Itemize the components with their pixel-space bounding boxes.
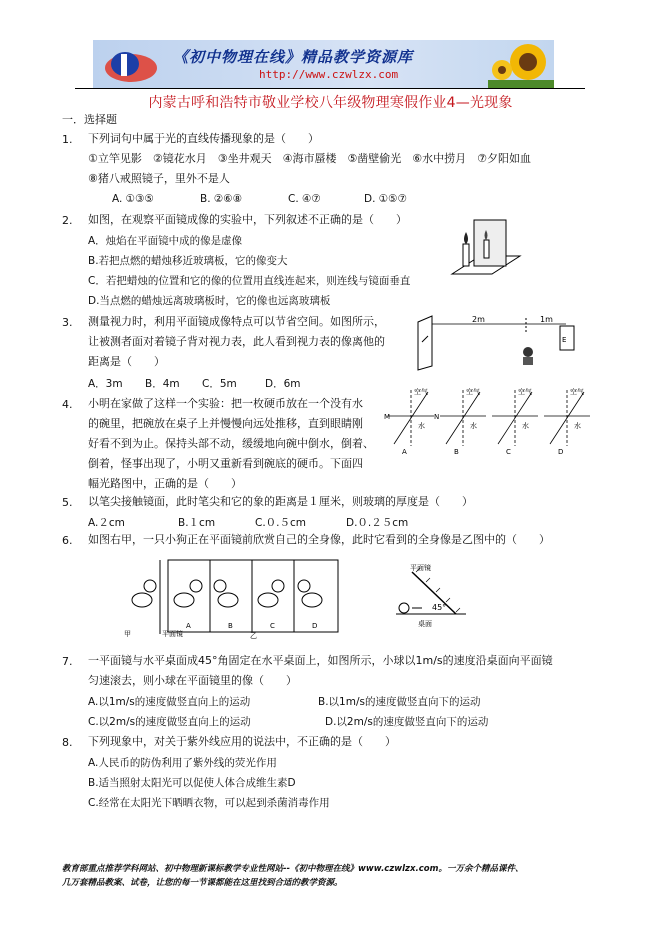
svg-text:水: 水 (574, 422, 581, 430)
q2-number: 2. (62, 214, 73, 227)
q6-number: 6. (62, 534, 73, 547)
q8-option-b[interactable]: B.适当照射太阳光可以促使人体合成维生素D (88, 777, 296, 789)
fig-dog-label-c: C (270, 622, 275, 630)
q7-number: 7. (62, 655, 73, 668)
q1-option-a[interactable]: A. ①③⑤ (112, 193, 154, 205)
footer-line-1: 教育部重点推荐学科网站、初中物理新课标教学专业性网站--《初中物理在线》www.czwlzx.com。一万余个精品课件、 (62, 864, 524, 874)
q3-option-a[interactable]: A．3m (88, 378, 123, 390)
q3-stem-end: 距离是（ ） (88, 355, 165, 368)
q7-option-b[interactable]: B.以1m/s的速度做竖直向下的运动 (318, 696, 481, 708)
q7-option-c[interactable]: C.以2m/s的速度做竖直向上的运动 (88, 716, 251, 728)
svg-text:E: E (562, 336, 567, 344)
q2-option-d[interactable]: D.当点燃的蜡烛远离玻璃板时，它的像也远离玻璃板 (88, 295, 331, 307)
fig-dog-label-yi: 乙 (250, 632, 257, 640)
fig-label-c: C (506, 448, 511, 456)
fig-label-air: 空气 (414, 388, 428, 396)
header-rule (75, 88, 585, 89)
fig-dog-label-jia: 甲 (124, 630, 131, 638)
q4-number: 4. (62, 398, 73, 411)
q7-option-a[interactable]: A.以1m/s的速度做竖直向上的运动 (88, 696, 251, 708)
q8-option-a[interactable]: A.人民币的防伪利用了紫外线的荧光作用 (88, 757, 277, 769)
q3-stem: 测量视力时，利用平面镜成像特点可以节省空间。如图所示， (88, 315, 385, 328)
q7-stem: 一平面镜与水平桌面成45°角固定在水平桌面上，如图所示，小球以1m/s的速度沿桌面向平面镜 (88, 654, 553, 667)
page-title: 内蒙古呼和浩特市敬业学校八年级物理寒假作业4—光现象 (148, 95, 513, 111)
q2-option-b[interactable]: B.若把点燃的蜡烛移近玻璃板，它的像变大 (88, 255, 288, 267)
q4-line-1: 小明在家做了这样一个实验：把一枚硬币放在一个没有水 (88, 397, 363, 410)
fig-dog-label-d: D (312, 622, 318, 630)
dog-mirror-figure (88, 556, 348, 640)
q8-option-c[interactable]: C.经常在太阳光下晒晒衣物，可以起到杀菌消毒作用 (88, 797, 330, 809)
footer-line-2: 几万套精品教案、试卷，让您的每一节课都能在这里找到合适的教学资源。 (62, 878, 343, 888)
q4-line-3: 好看不到为止。保持头部不动，缓缓地向碗中倒水，倒着、 (88, 437, 374, 450)
q4-line-2: 的碗里，把碗放在桌子上并慢慢向远处推移，直到眼睛刚 (88, 417, 363, 430)
fig-label-n: N (434, 413, 440, 421)
q7-stem-cont: 匀速滚去，则小球在平面镜里的像（ ） (88, 674, 297, 687)
svg-text:空气: 空气 (466, 388, 480, 396)
q1-stem: 下列词句中属于光的直线传播现象的是（ ） (88, 132, 319, 145)
q4-line-4: 倒着，怪事出现了，小明又重新看到碗底的硬币。下面四 (88, 457, 363, 470)
refraction-diagrams (384, 384, 594, 456)
candle-mirror-figure (448, 216, 524, 278)
q3-option-d[interactable]: D．6m (265, 378, 301, 390)
vision-test-figure (410, 312, 580, 372)
q3-option-b[interactable]: B．4m (145, 378, 180, 390)
fig-label-a: A (402, 448, 407, 456)
banner-title: 《初中物理在线》精品教学资源库 (173, 48, 414, 66)
banner-url[interactable]: http://www.czwlzx.com (259, 68, 399, 81)
q1-items-cont: ⑧猪八戒照镜子，里外不是人 (88, 172, 230, 185)
footer (62, 862, 622, 890)
sunflower-icon (488, 40, 554, 88)
q7-option-d[interactable]: D.以2m/s的速度做竖直向下的运动 (325, 716, 489, 728)
q1-option-b[interactable]: B. ②⑥⑧ (200, 193, 243, 205)
fig-dog-label-a: A (186, 622, 191, 630)
q8-number: 8. (62, 736, 73, 749)
fig-label-m: M (384, 413, 391, 421)
fig-ball-label-angle: 45° (432, 603, 447, 612)
q1-option-d[interactable]: D. ①⑤⑦ (364, 193, 407, 205)
q6-stem: 如图右甲，一只小狗正在平面镜前欣赏自己的全身像，此时它看到的全身像是乙图中的（ ） (88, 533, 550, 546)
fig-label-b: B (454, 448, 459, 456)
q2-stem: 如图，在观察平面镜成像的实验中，下列叙述不正确的是（ ） (88, 213, 407, 226)
q5-number: 5. (62, 496, 73, 509)
fig-dog-label-b: B (228, 622, 233, 630)
svg-text:水: 水 (470, 422, 477, 430)
fig-label-2m: 2m (472, 315, 485, 324)
q5-option-a[interactable]: A.２cm (88, 517, 125, 529)
q3-stem-cont: 让被测者面对着镜子背对视力表，此人看到视力表的像离他的 (88, 335, 385, 348)
q3-option-c[interactable]: C．5m (202, 378, 237, 390)
q5-option-c[interactable]: C.０.５cm (255, 517, 307, 529)
q8-stem: 下列现象中，对关于紫外线应用的说法中，不正确的是（ ） (88, 735, 396, 748)
fig-ball-label-table: 桌面 (418, 620, 432, 628)
section-heading: 一．选择题 (62, 113, 117, 126)
fig-dog-label-mirror: 平面镜 (162, 630, 183, 638)
fig-ball-label-mirror: 平面镜 (410, 564, 431, 572)
q1-number: 1. (62, 133, 73, 146)
logo-icon (101, 44, 161, 86)
svg-text:水: 水 (522, 422, 529, 430)
q3-number: 3. (62, 316, 73, 329)
fig-label-water: 水 (418, 422, 425, 430)
q1-items: ①立竿见影 ②镜花水月 ③坐井观天 ④海市蜃楼 ⑤凿壁偷光 ⑥水中捞月 ⑦夕阳如血 (88, 152, 532, 165)
q2-option-a[interactable]: A．烛焰在平面镜中成的像是虚像 (88, 235, 243, 247)
q5-stem: 以笔尖接触镜面，此时笔尖和它的象的距离是１厘米，则玻璃的厚度是（ ） (88, 495, 473, 508)
fig-label-d: D (558, 448, 564, 456)
q5-option-b[interactable]: B.１cm (178, 517, 216, 529)
ball-mirror-figure (392, 560, 472, 630)
svg-text:空气: 空气 (518, 388, 532, 396)
q1-option-c[interactable]: C. ④⑦ (288, 193, 321, 205)
q5-option-d[interactable]: D.０.２５cm (346, 517, 409, 529)
q2-option-c[interactable]: C．若把蜡烛的位置和它的像的位置用直线连起来，则连线与镜面垂直 (88, 275, 411, 287)
fig-label-1m: 1m (540, 315, 553, 324)
q4-line-5: 幅光路图中，正确的是（ ） (88, 477, 242, 490)
header-banner[interactable] (93, 40, 554, 88)
svg-text:空气: 空气 (570, 388, 584, 396)
